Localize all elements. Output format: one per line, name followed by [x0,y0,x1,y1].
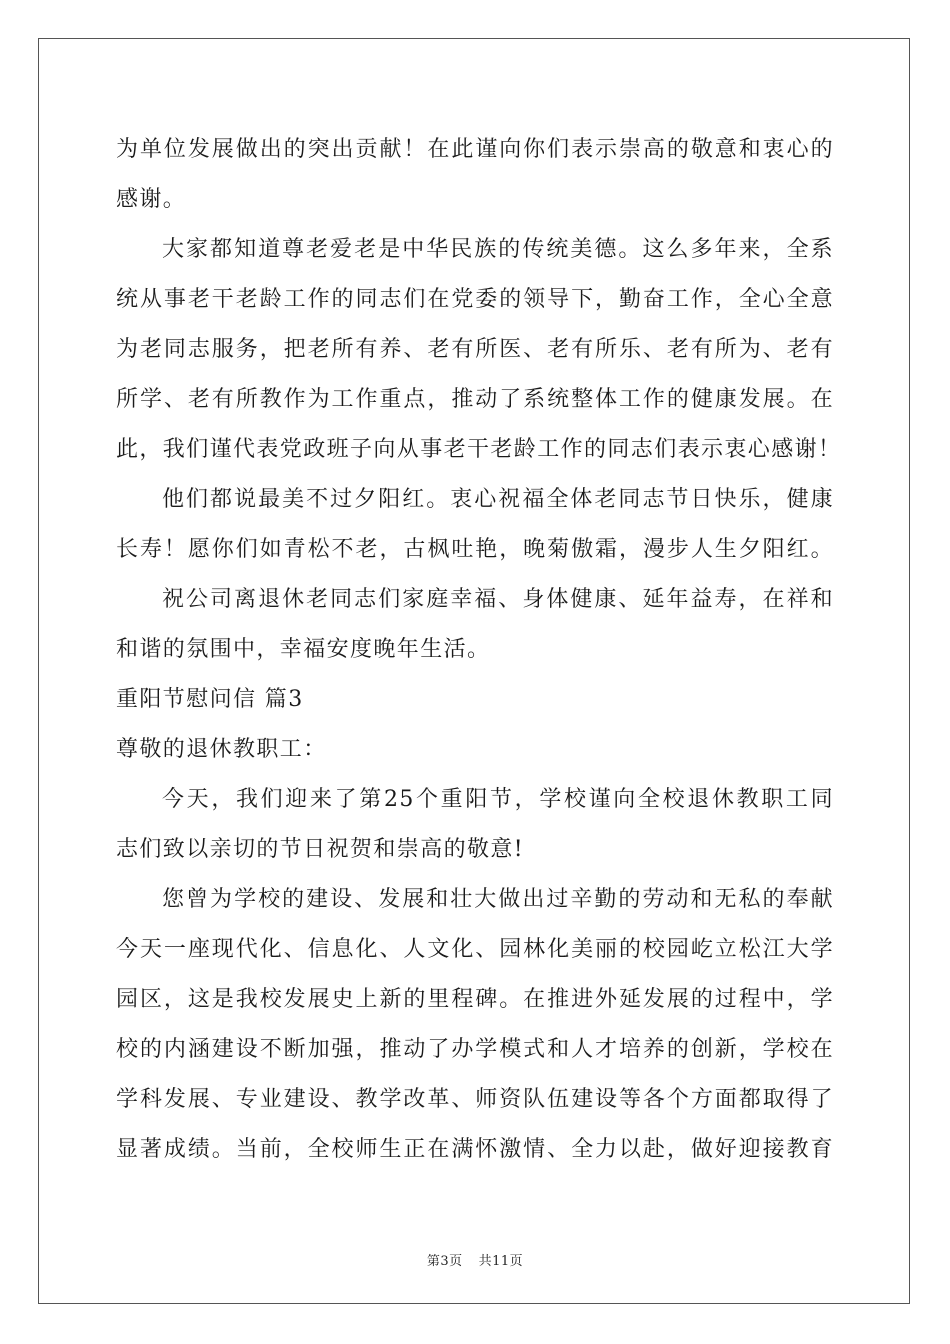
paragraph-start-line: 今天，我们迎来了第25个重阳节，学校谨向全校退休教职工同 [162,787,834,812]
body-line: 志们致以亲切的节日祝贺和崇高的敬意! [116,837,525,862]
body-line: 校的内涵建设不断加强，推动了办学模式和人才培养的创新，学校在 [116,1037,834,1062]
body-line: 此，我们谨代表党政班子向从事老干老龄工作的同志们表示衷心感谢！ [116,437,842,462]
body-line: 所学、老有所教作为工作重点，推动了系统整体工作的健康发展。在 [116,387,834,412]
body-line: 和谐的氛围中，幸福安度晚年生活。 [116,637,491,662]
document-body [116,128,842,1178]
salutation: 尊敬的退休教职工： [116,737,327,762]
body-line: 园区，这是我校发展史上新的里程碑。在推进外延发展的过程中，学 [116,987,834,1012]
page-footer [0,1250,950,1269]
paragraph-start-line: 您曾为学校的建设、发展和壮大做出过辛勤的劳动和无私的奉献 [162,887,834,912]
body-line: 为单位发展做出的突出贡献！在此谨向你们表示崇高的敬意和衷心的 [116,137,834,162]
body-line: 感谢。 [116,187,187,212]
body-line: 学科发展、专业建设、教学改革、师资队伍建设等各个方面都取得了 [116,1087,834,1112]
body-line: 统从事老干老龄工作的同志们在党委的领导下，勤奋工作，全心全意 [116,287,834,312]
paragraph-start-line: 大家都知道尊老爱老是中华民族的传统美德。这么多年来，全系 [162,237,834,262]
section-heading: 重阳节慰问信 篇3 [116,687,304,712]
body-line: 为老同志服务，把老所有养、老有所医、老有所乐、老有所为、老有 [116,337,834,362]
body-line: 显著成绩。当前，全校师生正在满怀激情、全力以赴，做好迎接教育 [116,1137,834,1162]
body-line: 长寿！愿你们如青松不老，古枫吐艳，晚菊傲霜，漫步人生夕阳红。 [116,537,834,562]
paragraph-start-line: 祝公司离退休老同志们家庭幸福、身体健康、延年益寿，在祥和 [162,587,834,612]
page-total: 共11页 [478,1254,524,1269]
paragraph-start-line: 他们都说最美不过夕阳红。衷心祝福全体老同志节日快乐，健康 [162,487,834,512]
page-number: 第3页 [426,1254,463,1269]
body-line: 今天一座现代化、信息化、人文化、园林化美丽的校园屹立松江大学 [116,937,834,962]
